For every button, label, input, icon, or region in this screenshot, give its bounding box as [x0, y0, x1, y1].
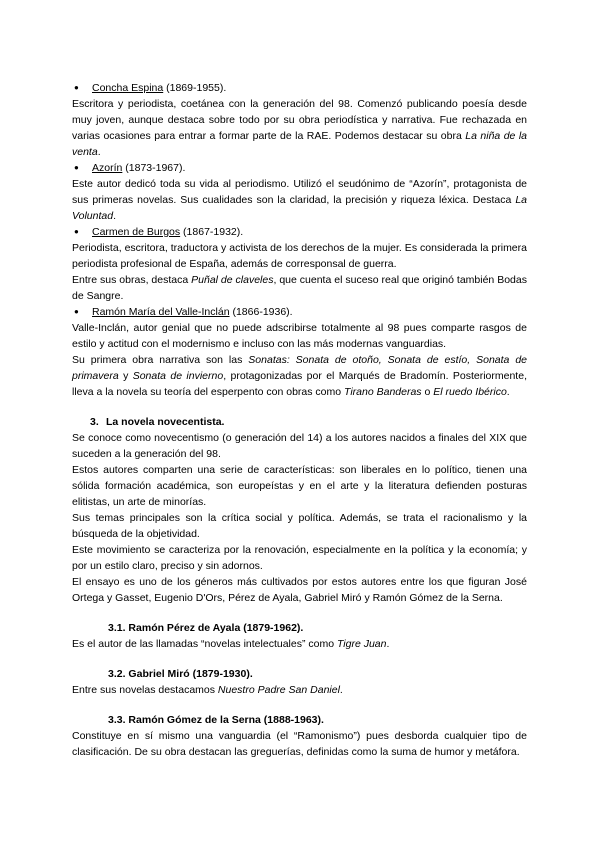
paragraph: Este autor dedicó toda su vida al periodismo. Utilizó el seudónimo de “Azorín”, protagonista de sus primeras novelas. Sus cualidades son la claridad, la precisión y riqueza léxica. Destaca La Voluntad.	[72, 178, 527, 222]
paragraph: Su primera obra narrativa son las Sonatas: Sonata de otoño, Sonata de estío, Sonata de primavera y Sonata de invierno, protagonizadas por el Marqués de Bradomín. Posteriormente, lleva a la novela su teoría del esperpento con obras como Tirano Banderas o El ruedo Ibérico.	[72, 354, 527, 398]
subsection-heading: 3.3. Ramón Gómez de la Serna (1888-1963).	[108, 714, 324, 726]
author-link[interactable]: Concha Espina	[92, 82, 164, 94]
paragraph: Este movimiento se caracteriza por la renovación, especialmente en la política y la economía; y por un estilo claro, preciso y sin adornos.	[72, 544, 527, 572]
list-item-valle-inclan: ● Ramón María del Valle-Inclán (1866-1936).	[72, 304, 527, 320]
subsection-heading: 3.1. Ramón Pérez de Ayala (1879-1962).	[108, 622, 304, 634]
paragraph: Periodista, escritora, traductora y activista de los derechos de la mujer. Es considerada la primera periodista profesional de España, además de corresponsal de guerra.	[72, 242, 527, 270]
author-link[interactable]: Azorín	[92, 162, 123, 174]
list-item-carmen-de-burgos: ● Carmen de Burgos (1867-1932).	[72, 224, 527, 240]
subsection-heading: 3.2. Gabriel Miró (1879-1930).	[108, 668, 253, 680]
list-item-concha-espina: ● Concha Espina (1869-1955).	[72, 80, 527, 96]
paragraph: Valle-Inclán, autor genial que no puede adscribirse totalmente al 98 pues comparte rasgos de estilo y actitud con el modernismo e incluso con las más modernas vanguardias.	[72, 322, 527, 350]
paragraph: Escritora y periodista, coetánea con la generación del 98. Comenzó publicando poesía desde muy joven, aunque destaca sobre todo por su obra periodística y narrativa. Fue rechazada en varias ocasiones para entrar a formar parte de la RAE. Podemos destacar su obra La niña de la venta.	[72, 98, 528, 158]
paragraph: El ensayo es uno de los géneros más cultivados por estos autores entre los que figuran José Ortega y Gasset, Eugenio D'Ors, Pérez de Ayala, Gabriel Miró y Ramón Gómez de la Serna.	[72, 576, 527, 604]
paragraph: Constituye en sí mismo una vanguardia (el “Ramonismo”) pues desborda cualquier tipo de clasificación. De su obra destacan las greguerías, definidas como la suma de humor y metáfora.	[72, 730, 527, 758]
list-item-azorin: ● Azorín (1873-1967).	[72, 160, 527, 176]
paragraph: Sus temas principales son la crítica social y política. Además, se trata el racionalismo y la búsqueda de la objetividad.	[72, 512, 527, 540]
section-heading: 3. La novela novecentista.	[90, 416, 225, 428]
paragraph: Estos autores comparten una serie de características: son liberales en lo político, tienen una sólida formación académica, son europeístas y en el arte y la literatura defienden posturas elitistas, un arte de minorías.	[72, 464, 527, 508]
paragraph: Es el autor de las llamadas “novelas intelectuales” como Tigre Juan.	[72, 638, 390, 650]
paragraph: Entre sus novelas destacamos Nuestro Padre San Daniel.	[72, 684, 343, 696]
author-link[interactable]: Ramón María del Valle-Inclán	[92, 306, 230, 318]
document-page	[72, 80, 527, 760]
paragraph: Entre sus obras, destaca Puñal de claveles, que cuenta el suceso real que originó también Bodas de Sangre.	[72, 274, 527, 302]
author-link[interactable]: Carmen de Burgos	[92, 226, 181, 238]
paragraph: Se conoce como novecentismo (o generación del 14) a los autores nacidos a finales del XIX que suceden a la generación del 98.	[72, 432, 527, 460]
